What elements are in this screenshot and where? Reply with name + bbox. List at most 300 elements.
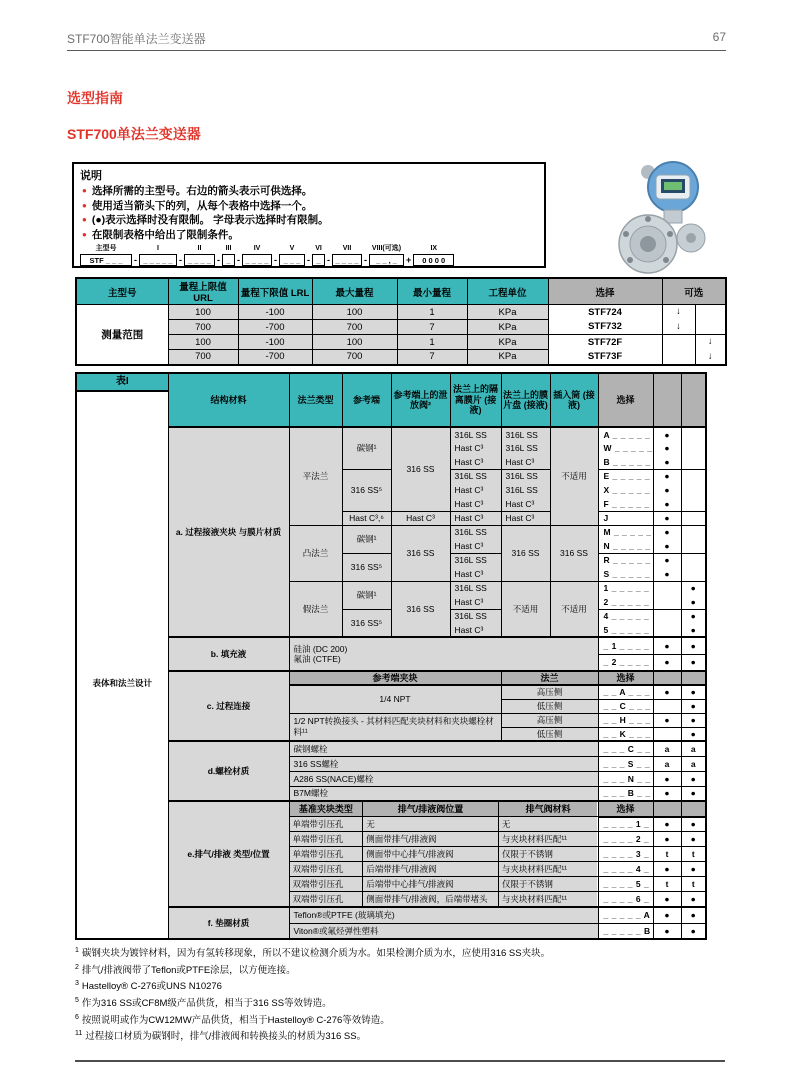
- column-header: 选择: [598, 373, 653, 427]
- column-header: 最小量程: [397, 278, 467, 305]
- cell: 316L SS: [450, 525, 501, 539]
- availability-mark: ●: [681, 907, 706, 923]
- cell: 316L SS: [501, 441, 550, 455]
- cell: 316 SS: [501, 525, 550, 581]
- availability-mark: ●: [653, 786, 681, 801]
- selection-code: _ _ _ _ 2 _: [598, 832, 653, 847]
- availability-mark: ●: [653, 771, 681, 786]
- availability-mark: ●: [653, 637, 681, 654]
- table-row: [76, 801, 706, 817]
- table-row: [76, 320, 726, 335]
- availability-mark: [681, 567, 706, 581]
- column-header: 工程单位: [467, 278, 548, 305]
- selection-code: _ _ K _ _ _: [598, 727, 653, 741]
- selection-code: F _ _ _ _ _: [598, 497, 653, 511]
- availability-mark: ●: [681, 817, 706, 832]
- model-box-value: _ _ _ _ _: [139, 254, 177, 266]
- cell: 双端带引压孔: [290, 892, 364, 906]
- cell: 侧面带中心排气/排液阀: [363, 847, 499, 861]
- table-tag: 表I: [77, 374, 168, 392]
- row-label: 测量范围: [76, 305, 168, 365]
- cell: 后端带排气/排液阀: [363, 862, 499, 876]
- cell: Hast C³: [450, 497, 501, 511]
- cell: Hast C³: [450, 623, 501, 637]
- model-select: STF72F: [548, 335, 662, 350]
- availability-mark: [681, 497, 706, 511]
- cell: 316 SS: [391, 427, 450, 511]
- bullet-icon: ●: [82, 186, 87, 195]
- footnote-marker: 1: [75, 947, 79, 954]
- availability-mark: ●: [653, 567, 681, 581]
- model-box-label: IV: [253, 245, 261, 252]
- footnote-marker: 3: [75, 980, 79, 988]
- cell: 碳钢¹: [342, 581, 391, 609]
- instruction-list: [82, 184, 538, 242]
- selection-code: _ _ _ _ 4 _: [598, 862, 653, 877]
- footnote-marker: 2: [75, 963, 79, 971]
- sub-header: 参考端夹块: [289, 671, 501, 685]
- availability-mark: [653, 581, 681, 595]
- cell: KPa: [467, 320, 548, 335]
- down-arrow-icon: [662, 335, 695, 350]
- availability-mark: ●: [681, 832, 706, 847]
- cell: 1: [397, 305, 467, 320]
- cell-group: [289, 832, 598, 847]
- sub-header: 法兰: [501, 671, 598, 685]
- cell: 700: [168, 320, 238, 335]
- sub-header-group: [289, 801, 598, 817]
- cell: 单端带引压孔: [290, 817, 364, 831]
- cell: A286 SS(NACE)螺栓: [289, 771, 598, 786]
- footnote: [75, 977, 725, 994]
- model-separator: -: [134, 255, 137, 265]
- model-separator: -: [217, 255, 220, 265]
- selection-code: _ _ A _ _ _: [598, 685, 653, 699]
- availability-mark: [681, 539, 706, 553]
- cell: 凸法兰: [289, 525, 342, 581]
- availability-mark: [653, 699, 681, 713]
- cell: 100: [312, 305, 397, 320]
- availability-mark: ●: [681, 623, 706, 637]
- bullet-icon: ●: [82, 229, 87, 239]
- availability-mark: ●: [653, 525, 681, 539]
- availability-mark: ●: [681, 771, 706, 786]
- availability-mark: ●: [681, 637, 706, 654]
- page-header-title: STF700智能单法兰变送器: [67, 32, 206, 46]
- availability-mark: ●: [681, 923, 706, 939]
- selection-code: 5 _ _ _ _ _: [598, 623, 653, 637]
- column-header: 选择: [548, 278, 662, 305]
- availability-mark: ●: [653, 923, 681, 939]
- model-separator: -: [274, 255, 277, 265]
- cell: 平法兰: [289, 427, 342, 525]
- selection-code: B _ _ _ _ _: [598, 455, 653, 469]
- cell: 316L SS: [501, 427, 550, 441]
- cell: 700: [312, 350, 397, 365]
- availability-mark: t: [653, 877, 681, 892]
- selection-code: _ _ H _ _ _: [598, 713, 653, 727]
- selection-code: X _ _ _ _ _: [598, 483, 653, 497]
- cell: Hast C³: [450, 595, 501, 609]
- footnote-marker: 11: [75, 1030, 83, 1038]
- cell: -700: [238, 320, 312, 335]
- selection-code: _ _ _ _ 3 _: [598, 847, 653, 862]
- column-header: 参考端上的泄放阀²: [391, 373, 450, 427]
- cell: 仅限于不锈钢: [499, 877, 598, 891]
- footnote: [75, 961, 725, 978]
- cell: 单端带引压孔: [290, 847, 364, 861]
- model-separator: -: [364, 255, 367, 265]
- model-separator: -: [179, 255, 182, 265]
- cell: -700: [238, 350, 312, 365]
- bullet-icon: ●: [82, 215, 87, 224]
- cell-group: [289, 817, 598, 832]
- cell: 700: [168, 350, 238, 365]
- availability-mark: ●: [681, 892, 706, 908]
- cell: 1/2 NPT转换接头 - 其材料匹配夹块材料和夹块螺栓材料¹¹: [289, 713, 501, 741]
- instruction-item: [82, 228, 538, 243]
- footnote: [75, 1011, 725, 1028]
- selection-code: M _ _ _ _ _: [598, 525, 653, 539]
- model-box-value: _: [312, 254, 325, 266]
- cell: 316 SS: [391, 525, 450, 581]
- cell-group: [289, 847, 598, 862]
- availability-mark: [653, 727, 681, 741]
- table-row: [76, 305, 726, 320]
- selection-code: _ _ C _ _ _: [598, 699, 653, 713]
- column-header: 参考端: [342, 373, 391, 427]
- cell: Hast C³: [450, 483, 501, 497]
- cell: 与夹块材料匹配¹¹: [499, 832, 598, 846]
- cell: 碳钢¹: [342, 427, 391, 469]
- sub-header: 排气/排液阀位置: [363, 802, 499, 816]
- selection-code: _ _ _ _ _ B: [598, 923, 653, 939]
- table-row: [76, 637, 706, 654]
- transmitter-product-image: [560, 156, 730, 274]
- table-tag-cell: [76, 373, 168, 427]
- cell: 单端带引压孔: [290, 832, 364, 846]
- sub-header: 基准夹块类型: [290, 802, 364, 816]
- model-box-value: _ _ _ _: [332, 254, 362, 266]
- selection-code: _ _ _ _ 1 _: [598, 817, 653, 832]
- column-header: 量程上限值URL: [168, 278, 238, 305]
- cell: 316L SS: [501, 483, 550, 497]
- selection-code: _ _ _ N _ _: [598, 771, 653, 786]
- model-box-value: 0 0 0 0: [413, 254, 454, 266]
- column-header: [653, 373, 681, 427]
- model-separator: -: [327, 255, 330, 265]
- model-box-label: VII: [342, 245, 352, 252]
- cell: KPa: [467, 305, 548, 320]
- model-box-label: III: [225, 245, 232, 252]
- cell: 碳钢螺栓: [289, 741, 598, 756]
- cell: -100: [238, 335, 312, 350]
- fill-fluid-option: 氟油 (CTFE): [293, 654, 341, 664]
- selection-code: A _ _ _ _ _: [598, 427, 653, 441]
- cell: 双端带引压孔: [290, 862, 364, 876]
- sub-header: [681, 801, 706, 817]
- availability-mark: ●: [681, 595, 706, 609]
- model-box-label: II: [197, 245, 202, 252]
- instruction-item: [82, 184, 538, 199]
- selection-code: _ _ _ B _ _: [598, 786, 653, 801]
- selection-code: S _ _ _ _ _: [598, 567, 653, 581]
- footnote: [75, 1027, 725, 1044]
- cell: 低压侧: [501, 699, 598, 713]
- down-arrow-icon: [695, 305, 726, 320]
- instruction-text: 使用适当箭头下的列，从每个表格中选择一个。: [91, 199, 313, 212]
- selection-code: _ _ _ _ _ A: [598, 907, 653, 923]
- section-label: c. 过程连接: [168, 671, 289, 741]
- cell-group: [289, 877, 598, 892]
- cell: 316L SS: [450, 553, 501, 567]
- cell: 侧面带排气/排液阀: [363, 832, 499, 846]
- availability-mark: a: [681, 756, 706, 771]
- selection-code: _ _ _ _ 5 _: [598, 877, 653, 892]
- model-box-label: IX: [430, 245, 438, 252]
- availability-mark: ●: [681, 786, 706, 801]
- model-box: [184, 245, 215, 266]
- cell: 100: [168, 335, 238, 350]
- availability-mark: ●: [653, 455, 681, 469]
- selection-code: _ _ _ S _ _: [598, 756, 653, 771]
- selection-code: N _ _ _ _ _: [598, 539, 653, 553]
- availability-mark: ●: [681, 609, 706, 623]
- selection-code: J: [598, 511, 653, 525]
- selection-code: R _ _ _ _ _: [598, 553, 653, 567]
- availability-mark: a: [653, 756, 681, 771]
- cell: 316 SS: [391, 581, 450, 637]
- availability-mark: [653, 595, 681, 609]
- cell: 316 SS: [550, 525, 598, 581]
- availability-mark: [681, 483, 706, 497]
- section-label: d.螺栓材质: [168, 741, 289, 801]
- cell: Hast C³: [391, 511, 450, 525]
- cell: 1/4 NPT: [289, 685, 501, 713]
- availability-mark: ●: [653, 441, 681, 455]
- column-header: 法兰上的膜片盘 (接液): [501, 373, 550, 427]
- cell: 316 SS⁵: [342, 609, 391, 637]
- cell: 316 SS⁵: [342, 553, 391, 581]
- availability-mark: [681, 553, 706, 567]
- fill-fluid-option: 硅油 (DC 200): [293, 644, 348, 654]
- availability-mark: ●: [681, 699, 706, 713]
- cell: 低压侧: [501, 727, 598, 741]
- cell: 316L SS: [450, 469, 501, 483]
- model-box: [369, 245, 404, 266]
- model-box: [80, 245, 132, 266]
- model-separator: -: [307, 255, 310, 265]
- model-code-strip: [80, 245, 538, 266]
- cell: 100: [168, 305, 238, 320]
- availability-mark: [681, 427, 706, 441]
- sub-header: [653, 801, 681, 817]
- cell-group: [289, 892, 598, 908]
- cell-group: [289, 862, 598, 877]
- availability-mark: ●: [653, 469, 681, 483]
- availability-mark: ●: [681, 581, 706, 595]
- availability-mark: ●: [653, 685, 681, 699]
- subsection-title: STF700单法兰变送器: [67, 126, 201, 142]
- availability-mark: [681, 525, 706, 539]
- cell: 高压侧: [501, 685, 598, 699]
- table-left-label: 表体和法兰设计: [76, 427, 168, 939]
- model-separator: +: [406, 255, 412, 265]
- page-number: 67: [712, 30, 726, 44]
- instruction-text: 选择所需的主型号。右边的箭头表示可供选择。: [91, 185, 313, 197]
- cell: 316L SS: [450, 609, 501, 623]
- down-arrow-icon: ↓: [662, 320, 695, 335]
- selection-code: 2 _ _ _ _ _: [598, 595, 653, 609]
- sub-header: 选择: [598, 671, 653, 685]
- cell: 侧面带排气/排液阀，后端带堵头: [363, 892, 499, 906]
- cell: Hast C³: [450, 539, 501, 553]
- model-select: STF732: [548, 320, 662, 335]
- cell: 不适用: [550, 427, 598, 525]
- cell: Hast C³: [450, 567, 501, 581]
- column-header: 主型号: [76, 278, 168, 305]
- cell: KPa: [467, 335, 548, 350]
- footnote-text: Hastelloy® C-276或UNS N10276: [81, 981, 222, 993]
- cell: 与夹块材料匹配¹¹: [499, 892, 598, 906]
- availability-mark: ●: [653, 654, 681, 671]
- cell: Hast C³: [450, 455, 501, 469]
- down-arrow-icon: [662, 350, 695, 365]
- section-title: 选型指南: [67, 90, 123, 106]
- availability-mark: [681, 469, 706, 483]
- model-box-value: _ _ _ _: [184, 254, 215, 266]
- selection-code: 4 _ _ _ _ _: [598, 609, 653, 623]
- instruction-text: (●)表示选择时没有限制。 字母表示选择时有限制。: [91, 214, 329, 226]
- selection-code: W _ _ _ _ _: [598, 441, 653, 455]
- table-row: [76, 350, 726, 365]
- column-header: 法兰上的隔离膜片 (接液): [450, 373, 501, 427]
- table-row: [76, 741, 706, 756]
- column-header: 结构材料: [168, 373, 289, 427]
- cell: 7: [397, 350, 467, 365]
- footnote: [75, 944, 725, 961]
- availability-mark: ●: [653, 907, 681, 923]
- model-box: [279, 245, 305, 266]
- cell: 7: [397, 320, 467, 335]
- footnotes: [75, 944, 725, 1044]
- availability-mark: ●: [681, 862, 706, 877]
- column-header: 量程下限值 LRL: [238, 278, 312, 305]
- sub-header: [653, 671, 681, 685]
- cell: Hast C³: [501, 455, 550, 469]
- cell: 316 SS⁵: [342, 469, 391, 511]
- model-box-value: _ _ , _: [369, 254, 404, 266]
- cell: Hast C³: [450, 441, 501, 455]
- availability-mark: ●: [653, 483, 681, 497]
- model-box: [312, 245, 325, 266]
- cell: 700: [312, 320, 397, 335]
- availability-mark: [653, 609, 681, 623]
- table-row: [76, 373, 706, 427]
- sub-header: [681, 671, 706, 685]
- model-box-value: _ _ _: [279, 254, 305, 266]
- instruction-title: 说明: [80, 170, 102, 182]
- down-arrow-icon: ↓: [695, 335, 726, 350]
- column-header: 法兰类型: [289, 373, 342, 427]
- availability-mark: ●: [653, 427, 681, 441]
- footnote: [75, 994, 725, 1011]
- model-box-label: I: [157, 245, 159, 252]
- cell: -100: [238, 305, 312, 320]
- table-row: [76, 335, 726, 350]
- model-box-label: VIII(可选): [371, 245, 402, 252]
- cell: 与夹块材料匹配¹¹: [499, 862, 598, 876]
- model-box-value: _ _ _ _: [242, 254, 272, 266]
- model-box-value: STF _ _ _: [80, 254, 132, 266]
- section-label: a. 过程接液夹块 与膜片材质: [168, 427, 289, 637]
- instruction-item: [82, 213, 538, 228]
- availability-mark: ●: [653, 511, 681, 525]
- availability-mark: ●: [653, 832, 681, 847]
- cell: 仅限于不锈钢: [499, 847, 598, 861]
- availability-mark: ●: [681, 727, 706, 741]
- selection-code: _ 2 _ _ _ _: [598, 654, 653, 671]
- cell: 碳钢¹: [342, 525, 391, 553]
- cell: Teflon®或PTFE (玻璃填充): [289, 907, 598, 923]
- availability-mark: ●: [653, 862, 681, 877]
- cell: 无: [363, 817, 499, 831]
- footnote-text: 按照说明或作为CW12MW产品供货，相当于Hastelloy® C-276等效铸造。: [81, 1014, 390, 1026]
- model-select: STF724: [548, 305, 662, 320]
- availability-mark: ●: [653, 553, 681, 567]
- availability-mark: [681, 511, 706, 525]
- cell: 316L SS: [450, 581, 501, 595]
- footnote-marker: 6: [75, 1013, 79, 1021]
- selection-code: 1 _ _ _ _ _: [598, 581, 653, 595]
- cell: 后端带中心排气/排液阀: [363, 877, 499, 891]
- down-arrow-icon: [695, 320, 726, 335]
- model-box-label: V: [289, 245, 295, 252]
- availability-mark: a: [653, 741, 681, 756]
- availability-mark: ●: [653, 497, 681, 511]
- bottom-rule: [75, 1060, 725, 1062]
- model-box: [242, 245, 272, 266]
- section-label: e.排气/排液 类型/位置: [168, 801, 289, 907]
- availability-mark: [653, 623, 681, 637]
- cell: Hast C³: [501, 497, 550, 511]
- availability-mark: ●: [681, 685, 706, 699]
- cell: [289, 637, 598, 671]
- cell: KPa: [467, 350, 548, 365]
- cell: Hast C³,⁶: [342, 511, 391, 525]
- cell: 1: [397, 335, 467, 350]
- availability-mark: ●: [653, 713, 681, 727]
- measurement-range-table: [75, 277, 727, 366]
- model-box-label: VI: [315, 245, 322, 252]
- cell: 316L SS: [501, 469, 550, 483]
- cell: 100: [312, 335, 397, 350]
- column-header: 可选: [662, 278, 726, 305]
- footnote-text: 过程接口材质为碳钢时，排气/排液阀和转换接头的材质为316 SS。: [85, 1031, 367, 1043]
- cell: 316 SS螺栓: [289, 756, 598, 771]
- down-arrow-icon: ↓: [662, 305, 695, 320]
- model-box: [332, 245, 362, 266]
- model-box-value: _: [222, 254, 235, 266]
- availability-mark: ●: [653, 539, 681, 553]
- model-box: [413, 245, 454, 266]
- table-row: [76, 907, 706, 923]
- header-rule: [67, 50, 726, 51]
- cell: 高压侧: [501, 713, 598, 727]
- cell: B7M螺栓: [289, 786, 598, 801]
- availability-mark: t: [681, 847, 706, 862]
- down-arrow-icon: ↓: [695, 350, 726, 365]
